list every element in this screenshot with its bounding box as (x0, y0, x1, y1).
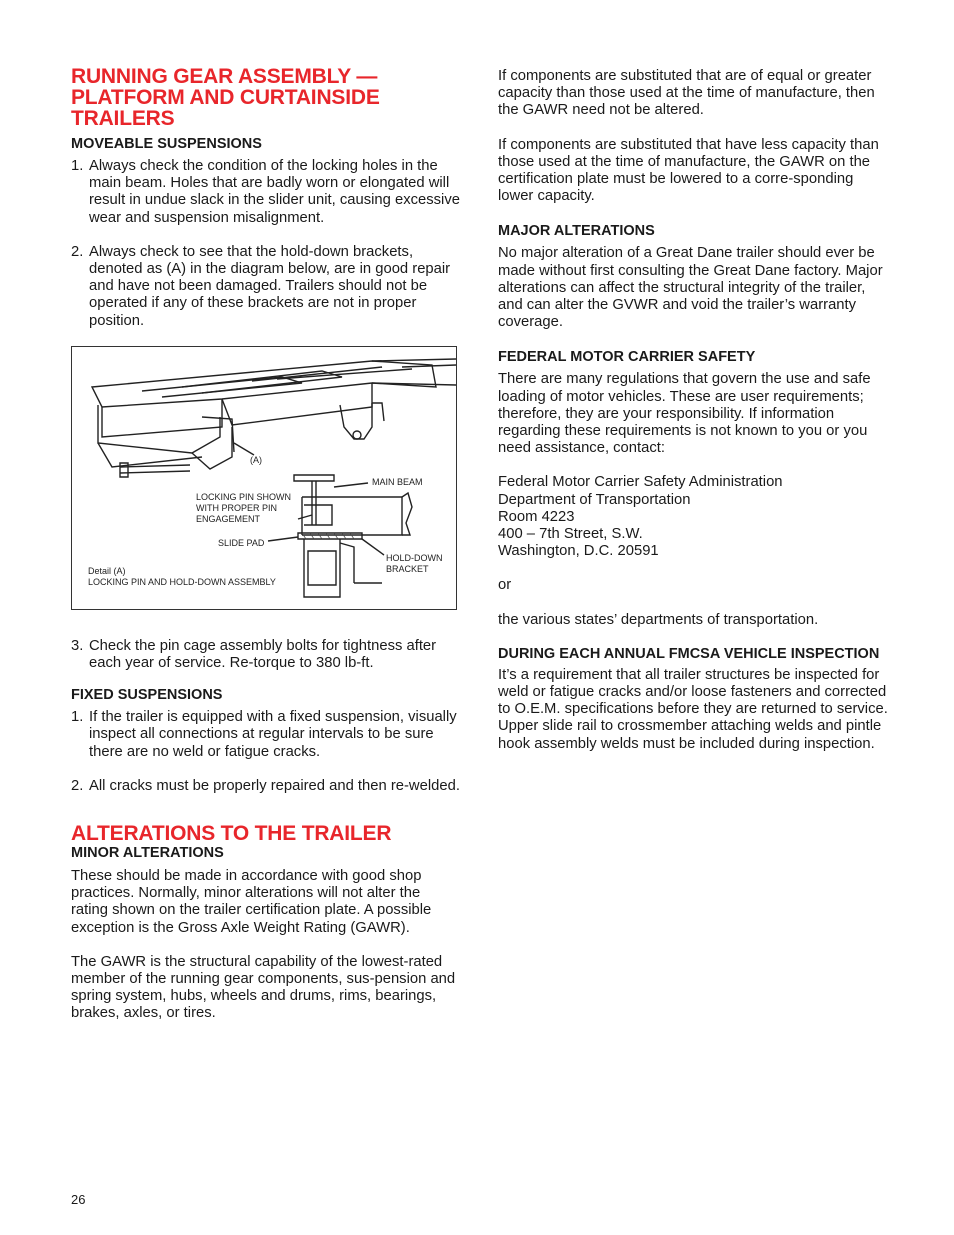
list-number: 1. (71, 158, 84, 174)
or-text: or (498, 577, 512, 594)
moveable-suspensions-heading: MOVEABLE SUSPENSIONS (71, 136, 262, 152)
detail-caption (88, 566, 276, 588)
minor-alterations-heading: MINOR ALTERATIONS (71, 845, 224, 862)
locking-pin-label-line: WITH PROPER PIN (196, 502, 278, 513)
locking-pin-label-line: ENGAGEMENT (196, 513, 261, 524)
gawr-paragraph: The GAWR is the structural capability of the lowest-rated member of the running gear components, sus-pension and spring system, hubs, wheels and drums, rims, bearings, brakes, axles, or tires. (71, 953, 456, 1022)
list-text: If the trailer is equipped with a fixed suspension, visually inspect all connections at regular intervals to be sure there are no weld or fatigue cracks. (89, 709, 457, 760)
page-number: 26 (71, 1192, 86, 1207)
states-paragraph: the various states’ departments of transportation. (498, 611, 819, 628)
slide-pad-label: SLIDE PAD (218, 537, 265, 548)
list-item (71, 709, 461, 761)
locking-pin-label-line: LOCKING PIN SHOWN (196, 491, 292, 502)
less-capacity-paragraph: If components are substituted that have less capacity than those used at the time of manufacture, the GAWR on the certification plate must be lowered to a corre-sponding lower capacity. (498, 136, 879, 205)
address-line: Department of Transportation (498, 491, 691, 508)
address-line: 400 – 7th Street, S.W. (498, 526, 643, 543)
hold-down-label-line: HOLD-DOWN (386, 552, 443, 563)
annual-inspection-heading: DURING EACH ANNUAL FMCSA VEHICLE INSPECTION (498, 645, 880, 662)
left-column (71, 66, 461, 1023)
list-number: 1. (71, 709, 84, 726)
list-number: 2. (71, 777, 84, 794)
address-line: Room 4223 (498, 508, 575, 525)
locking-pin-diagram (71, 346, 457, 610)
fixed-suspensions-heading: FIXED SUSPENSIONS (71, 687, 223, 704)
address-line: Federal Motor Carrier Safety Administration (498, 474, 783, 491)
detail-caption-line: Detail (A) (88, 565, 126, 576)
detail-caption-line: LOCKING PIN AND HOLD-DOWN ASSEMBLY (88, 576, 276, 587)
equal-capacity-paragraph: If components are substituted that are of equal or greater capacity than those used at the time of manufacture, then the GAWR need not be altered. (498, 68, 875, 119)
section-title-running-gear: RUNNING GEAR ASSEMBLY — PLATFORM AND CURTAINSIDE TRAILERS (71, 65, 380, 130)
hold-down-bracket-label (386, 553, 443, 575)
right-column (498, 68, 888, 753)
list-item (71, 778, 461, 795)
list-text: Always check to see that the hold-down brackets, denoted as (A) in the diagram below, are in good repair and have not been damaged. Trailers should not be operated if any of these brackets are not in proper position. (89, 243, 451, 329)
locking-pin-label (196, 492, 291, 525)
minor-alterations-paragraph: These should be made in accordance with good shop practices. Normally, minor alterations will not alter the rating shown on the trailer certification plate. A possible exception is the Gross Axle Weight Rating (GAWR). (71, 868, 432, 936)
address-line: Washington, D.C. 20591 (498, 543, 659, 560)
list-text: All cracks must be properly repaired and then re-welded. (89, 777, 460, 794)
list-number: 3. (71, 637, 84, 654)
list-text: Check the pin cage assembly bolts for tightness after each year of service. Re-torque to 380 lb-ft. (89, 637, 437, 672)
major-alterations-heading: MAJOR ALTERATIONS (498, 223, 655, 240)
annual-inspection-paragraph: It’s a requirement that all trailer structures be inspected for weld or fatigue cracks and/or loose fasteners and corrected to O.E.M. specifications before they are returned to service. Upper slide rail to crossmember attaching welds and pintle hook assembly welds must be included during inspection. (498, 666, 888, 752)
hold-down-label-line: BRACKET (386, 563, 429, 574)
label-a: (A) (250, 454, 262, 465)
list-text: Always check the condition of the locking holes in the main beam. Holes that are badly worn or elongated will result in undue slack in the slider unit, causing excessive wear and suspension misalignment. (89, 158, 460, 226)
fmcs-heading: FEDERAL MOTOR CARRIER SAFETY (498, 349, 756, 366)
fmcs-paragraph: There are many regulations that govern the use and safe loading of motor vehicles. These are user requirements; therefore, they are your responsibility. If information regarding these requirements is not known to you or you need assistance, contact: (498, 371, 871, 457)
list-item (71, 158, 461, 227)
major-alterations-paragraph: No major alteration of a Great Dane trailer should ever be made without first consulting the Great Dane factory. Major alterations can affect the structural integrity of the trailer, and can alter the GVWR and void the trailer’s warranty coverage. (498, 245, 883, 331)
main-beam-label: MAIN BEAM (372, 476, 423, 487)
list-number: 2. (71, 243, 84, 260)
section-title-alterations: ALTERATIONS TO THE TRAILER (71, 822, 392, 846)
list-item (71, 638, 461, 672)
address-block (498, 474, 888, 560)
list-item (71, 244, 461, 330)
